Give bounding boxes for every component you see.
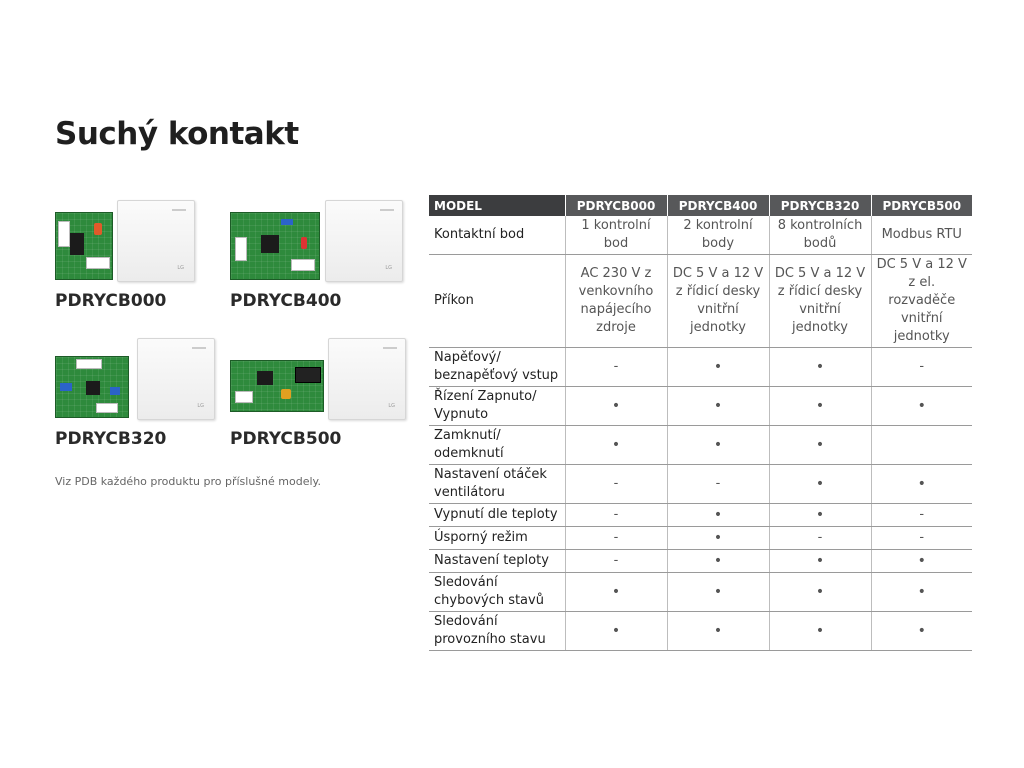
table-cell: - — [769, 527, 871, 550]
table-body — [429, 216, 972, 651]
table-cell: • — [871, 612, 972, 651]
table-cell: • — [667, 348, 769, 387]
footnote: Viz PDB každého produktu pro příslušné modely. — [55, 475, 321, 488]
product-pdrycb000 — [55, 200, 225, 311]
table-cell: DC 5 V a 12 V z řídicí desky vnitřní jednotky — [667, 255, 769, 348]
table-row — [429, 612, 972, 651]
table-cell: • — [871, 465, 972, 504]
product-pdrycb320 — [55, 338, 225, 449]
table-cell: 1 kontrolní bod — [565, 216, 667, 255]
table-cell: - — [565, 550, 667, 573]
row-label: Úsporný režim — [429, 527, 565, 550]
table-cell: - — [565, 504, 667, 527]
table-cell: 2 kontrolní body — [667, 216, 769, 255]
row-label: Kontaktní bod — [429, 216, 565, 255]
controller-box-image: LG — [137, 338, 215, 420]
table-cell: - — [871, 504, 972, 527]
table-row — [429, 573, 972, 612]
controller-box-image: LG — [328, 338, 406, 420]
table-row — [429, 504, 972, 527]
table-cell: - — [667, 465, 769, 504]
row-label: Nastavení teploty — [429, 550, 565, 573]
table-row — [429, 348, 972, 387]
header-pdrycb320: PDRYCB320 — [769, 195, 871, 216]
table-cell: • — [769, 465, 871, 504]
table-cell: • — [769, 387, 871, 426]
table-cell: AC 230 V z venkovního napájecího zdroje — [565, 255, 667, 348]
product-name: PDRYCB320 — [55, 429, 167, 449]
table-cell: • — [667, 426, 769, 465]
table-cell: • — [667, 387, 769, 426]
row-label: Příkon — [429, 255, 565, 348]
table-cell: • — [769, 612, 871, 651]
header-pdrycb000: PDRYCB000 — [565, 195, 667, 216]
table-cell: - — [871, 348, 972, 387]
table-cell: • — [769, 348, 871, 387]
product-name: PDRYCB500 — [230, 429, 342, 449]
controller-box-image: LG — [117, 200, 195, 282]
product-images — [55, 338, 225, 420]
table-cell: • — [871, 387, 972, 426]
table-cell: • — [565, 387, 667, 426]
table-cell: • — [667, 573, 769, 612]
table-row — [429, 426, 972, 465]
table-cell: • — [871, 550, 972, 573]
table-cell: • — [769, 550, 871, 573]
row-label: Vypnutí dle teploty — [429, 504, 565, 527]
table-cell: • — [565, 426, 667, 465]
product-images — [55, 200, 225, 282]
product-pdrycb400 — [230, 200, 400, 311]
row-label: Zamknutí/ odemknutí — [429, 426, 565, 465]
circuit-board-image — [230, 360, 324, 412]
row-label: Sledování chybových stavů — [429, 573, 565, 612]
table-cell: • — [667, 612, 769, 651]
table-row — [429, 255, 972, 348]
table-cell: DC 5 V a 12 V z el. rozvaděče vnitřní jednotky — [871, 255, 972, 348]
table-cell: • — [769, 573, 871, 612]
table-cell: DC 5 V a 12 V z řídicí desky vnitřní jednotky — [769, 255, 871, 348]
table-row — [429, 465, 972, 504]
product-images — [230, 338, 400, 420]
circuit-board-image — [230, 212, 320, 280]
table-cell: • — [565, 612, 667, 651]
circuit-board-image — [55, 212, 113, 280]
table-cell: • — [769, 426, 871, 465]
header-pdrycb500: PDRYCB500 — [871, 195, 972, 216]
table-cell: 8 kontrolních bodů — [769, 216, 871, 255]
table-row — [429, 550, 972, 573]
table-cell: - — [565, 527, 667, 550]
table-cell: Modbus RTU — [871, 216, 972, 255]
table-header-row — [429, 195, 972, 216]
page-title: Suchý kontakt — [55, 116, 299, 152]
table-cell — [871, 426, 972, 465]
table-row — [429, 387, 972, 426]
product-name: PDRYCB400 — [230, 291, 342, 311]
circuit-board-image — [55, 356, 129, 418]
table-cell: • — [667, 550, 769, 573]
product-images — [230, 200, 400, 282]
table-row — [429, 216, 972, 255]
table-cell: - — [871, 527, 972, 550]
table-cell: • — [769, 504, 871, 527]
header-pdrycb400: PDRYCB400 — [667, 195, 769, 216]
product-pdrycb500 — [230, 338, 400, 449]
table-cell: • — [565, 573, 667, 612]
spec-table — [429, 195, 972, 651]
product-name: PDRYCB000 — [55, 291, 167, 311]
row-label: Sledování provozního stavu — [429, 612, 565, 651]
row-label: Napěťový/ beznapěťový vstup — [429, 348, 565, 387]
table-cell: • — [667, 527, 769, 550]
table-cell: - — [565, 465, 667, 504]
controller-box-image: LG — [325, 200, 403, 282]
table-cell: • — [871, 573, 972, 612]
row-label: Řízení Zapnuto/ Vypnuto — [429, 387, 565, 426]
row-label: Nastavení otáček ventilátoru — [429, 465, 565, 504]
table-cell: • — [667, 504, 769, 527]
header-model: MODEL — [429, 195, 565, 216]
table-cell: - — [565, 348, 667, 387]
table-row — [429, 527, 972, 550]
